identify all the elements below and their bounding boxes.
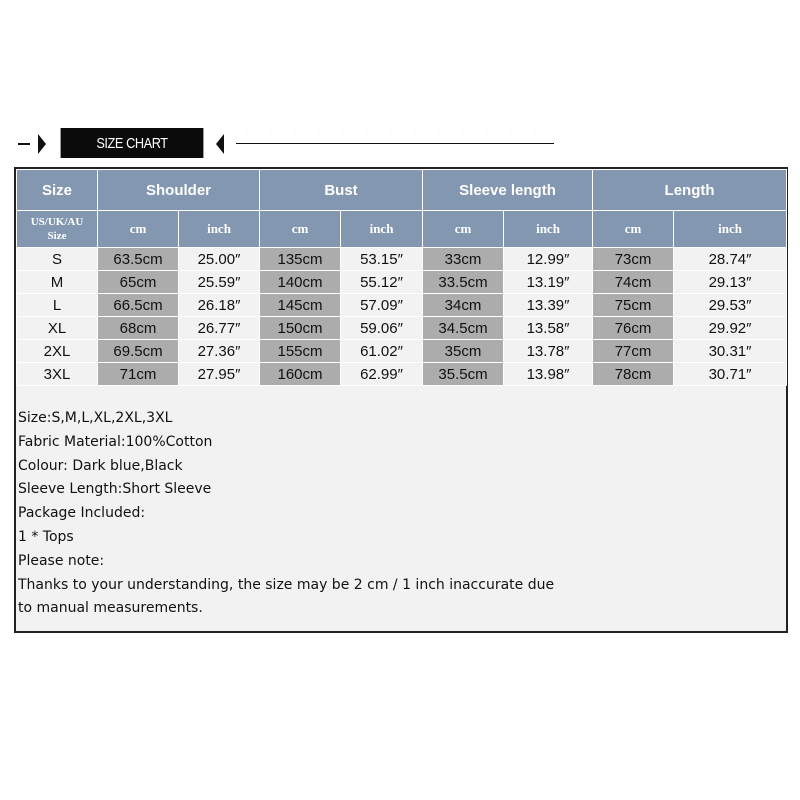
cm-cell: 63.5cm: [98, 248, 179, 271]
cm-cell: 33cm: [423, 248, 504, 271]
unit-header: cm: [98, 211, 179, 248]
inch-cell: 26.18″: [179, 294, 260, 317]
cm-cell: 74cm: [593, 271, 674, 294]
header-region-label: US/UK/AU: [30, 216, 84, 228]
inch-cell: 13.58″: [504, 317, 593, 340]
inch-cell: 53.15″: [341, 248, 423, 271]
note-line: Thanks to your understanding, the size may be 2 cm / 1 inch inaccurate due: [18, 576, 555, 593]
header-length: Length: [593, 170, 787, 211]
cm-cell: 69.5cm: [98, 340, 179, 363]
size-chart-box: [14, 167, 788, 633]
cm-cell: 66.5cm: [98, 294, 179, 317]
note-line: Package Included:: [18, 505, 146, 522]
inch-cell: 59.06″: [341, 317, 423, 340]
inch-cell: 13.78″: [504, 340, 593, 363]
table-row: [17, 271, 787, 294]
inch-cell: 12.99″: [504, 248, 593, 271]
table-row: [17, 248, 787, 271]
inch-cell: 29.53″: [674, 294, 787, 317]
banner-right-arrow: [216, 134, 224, 154]
table-unit-header-row: [17, 211, 787, 248]
inch-cell: 28.74″: [674, 248, 787, 271]
cm-cell: 71cm: [98, 363, 179, 386]
table-row: [17, 340, 787, 363]
header-bust: Bust: [260, 170, 423, 211]
cm-cell: 150cm: [260, 317, 341, 340]
size-cell: L: [17, 294, 98, 317]
size-cell: 2XL: [17, 340, 98, 363]
inch-cell: 27.36″: [179, 340, 260, 363]
cm-cell: 75cm: [593, 294, 674, 317]
cm-cell: 145cm: [260, 294, 341, 317]
note-line: to manual measurements.: [18, 600, 203, 617]
inch-cell: 29.92″: [674, 317, 787, 340]
table-body: [17, 248, 787, 386]
cm-cell: 135cm: [260, 248, 341, 271]
cm-cell: 33.5cm: [423, 271, 504, 294]
cm-cell: 34.5cm: [423, 317, 504, 340]
table-row: [17, 294, 787, 317]
inch-cell: 13.98″: [504, 363, 593, 386]
header-size-label: Size: [47, 230, 67, 242]
unit-header: cm: [260, 211, 341, 248]
cm-cell: 155cm: [260, 340, 341, 363]
inch-cell: 57.09″: [341, 294, 423, 317]
unit-header: inch: [674, 211, 787, 248]
inch-cell: 30.31″: [674, 340, 787, 363]
banner-left-arrow: [38, 134, 46, 154]
inch-cell: 27.95″: [179, 363, 260, 386]
table-group-header-row: [17, 170, 787, 211]
size-cell: M: [17, 271, 98, 294]
header-shoulder: Shoulder: [98, 170, 260, 211]
note-line: Size:S,M,L,XL,2XL,3XL: [18, 410, 173, 426]
cm-cell: 77cm: [593, 340, 674, 363]
product-notes: [18, 407, 778, 621]
inch-cell: 30.71″: [674, 363, 787, 386]
cm-cell: 35cm: [423, 340, 504, 363]
size-cell: XL: [17, 317, 98, 340]
cm-cell: 68cm: [98, 317, 179, 340]
table-row: [17, 317, 787, 340]
cm-cell: 78cm: [593, 363, 674, 386]
cm-cell: 65cm: [98, 271, 179, 294]
note-line: Please note:: [18, 552, 105, 569]
inch-cell: 55.12″: [341, 271, 423, 294]
header-sleeve-length: Sleeve length: [423, 170, 593, 211]
banner-dotted-line: [236, 128, 554, 134]
header-size: Size: [17, 170, 98, 211]
cm-cell: 35.5cm: [423, 363, 504, 386]
table-row: [17, 363, 787, 386]
cm-cell: 34cm: [423, 294, 504, 317]
banner-title: SIZE CHART: [61, 128, 204, 158]
size-chart-banner: [0, 128, 800, 160]
unit-header: inch: [179, 211, 260, 248]
size-table: [16, 169, 787, 386]
banner-rule: [236, 143, 554, 144]
note-line: Fabric Material:100%Cotton: [18, 433, 213, 450]
size-cell: S: [17, 248, 98, 271]
cm-cell: 160cm: [260, 363, 341, 386]
note-line: Sleeve Length:Short Sleeve: [18, 481, 212, 498]
inch-cell: 25.00″: [179, 248, 260, 271]
cm-cell: 76cm: [593, 317, 674, 340]
banner-dash: [18, 143, 30, 145]
note-line: Colour: Dark blue,Black: [18, 457, 183, 474]
cm-cell: 140cm: [260, 271, 341, 294]
size-cell: 3XL: [17, 363, 98, 386]
unit-header: cm: [593, 211, 674, 248]
unit-header: inch: [504, 211, 593, 248]
header-us-uk-au-size: [17, 211, 98, 248]
cm-cell: 73cm: [593, 248, 674, 271]
note-line: 1 * Tops: [18, 528, 74, 545]
unit-header: inch: [341, 211, 423, 248]
inch-cell: 26.77″: [179, 317, 260, 340]
inch-cell: 61.02″: [341, 340, 423, 363]
inch-cell: 29.13″: [674, 271, 787, 294]
inch-cell: 25.59″: [179, 271, 260, 294]
inch-cell: 13.19″: [504, 271, 593, 294]
inch-cell: 13.39″: [504, 294, 593, 317]
unit-header: cm: [423, 211, 504, 248]
inch-cell: 62.99″: [341, 363, 423, 386]
